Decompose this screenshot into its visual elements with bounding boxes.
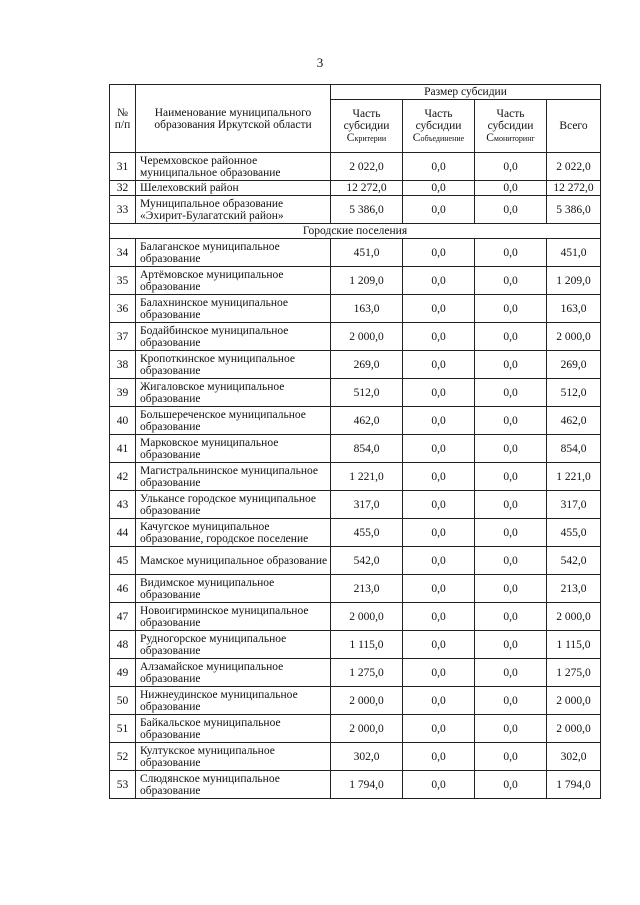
header-col-monitoring: Часть субсидии Смониторинг — [475, 100, 547, 153]
cell-monitoring: 0,0 — [475, 239, 547, 267]
cell-no: 38 — [110, 351, 136, 379]
cell-total: 2 000,0 — [547, 323, 601, 351]
cell-merge: 0,0 — [403, 239, 475, 267]
cell-total: 5 386,0 — [547, 196, 601, 224]
table-row — [110, 519, 601, 547]
cell-criteria: 542,0 — [331, 547, 403, 575]
cell-merge: 0,0 — [403, 351, 475, 379]
cell-name: Артёмовское муниципальное образование — [136, 267, 331, 295]
table-body-urban — [110, 239, 601, 799]
cell-total: 1 794,0 — [547, 771, 601, 799]
cell-monitoring: 0,0 — [475, 379, 547, 407]
cell-criteria: 462,0 — [331, 407, 403, 435]
cell-name: Бодайбинское муниципальное образование — [136, 323, 331, 351]
table-row — [110, 196, 601, 224]
cell-criteria: 1 209,0 — [331, 267, 403, 295]
cell-total: 854,0 — [547, 435, 601, 463]
cell-merge: 0,0 — [403, 435, 475, 463]
cell-merge: 0,0 — [403, 519, 475, 547]
cell-no: 46 — [110, 575, 136, 603]
table-row — [110, 407, 601, 435]
table-body-districts — [110, 153, 601, 224]
cell-no: 53 — [110, 771, 136, 799]
cell-total: 462,0 — [547, 407, 601, 435]
cell-total: 2 000,0 — [547, 687, 601, 715]
cell-monitoring: 0,0 — [475, 491, 547, 519]
cell-monitoring: 0,0 — [475, 659, 547, 687]
cell-monitoring: 0,0 — [475, 435, 547, 463]
table-row — [110, 771, 601, 799]
cell-no: 43 — [110, 491, 136, 519]
cell-monitoring: 0,0 — [475, 771, 547, 799]
cell-monitoring: 0,0 — [475, 631, 547, 659]
cell-monitoring: 0,0 — [475, 463, 547, 491]
cell-total: 2 000,0 — [547, 603, 601, 631]
cell-name: Кропоткинское муниципальное образование — [136, 351, 331, 379]
cell-total: 163,0 — [547, 295, 601, 323]
cell-monitoring: 0,0 — [475, 196, 547, 224]
cell-criteria: 12 272,0 — [331, 181, 403, 196]
cell-merge: 0,0 — [403, 743, 475, 771]
cell-monitoring: 0,0 — [475, 181, 547, 196]
cell-name: Большереченское муниципальное образование — [136, 407, 331, 435]
table-row — [110, 659, 601, 687]
table-row — [110, 547, 601, 575]
cell-criteria: 317,0 — [331, 491, 403, 519]
table-row — [110, 351, 601, 379]
cell-criteria: 854,0 — [331, 435, 403, 463]
cell-total: 1 221,0 — [547, 463, 601, 491]
cell-criteria: 2 000,0 — [331, 323, 403, 351]
cell-merge: 0,0 — [403, 771, 475, 799]
cell-name: Алзамайское муниципальное образование — [136, 659, 331, 687]
cell-criteria: 302,0 — [331, 743, 403, 771]
cell-name: Шелеховский район — [136, 181, 331, 196]
cell-no: 31 — [110, 153, 136, 181]
header-name: Наименование муниципального образования Иркутской области — [136, 85, 331, 153]
cell-name: Балаганское муниципальное образование — [136, 239, 331, 267]
cell-name: Муниципальное образование «Эхирит-Булагатский район» — [136, 196, 331, 224]
cell-total: 213,0 — [547, 575, 601, 603]
cell-monitoring: 0,0 — [475, 351, 547, 379]
cell-no: 50 — [110, 687, 136, 715]
cell-name: Качугское муниципальное образование, городское поселение — [136, 519, 331, 547]
cell-monitoring: 0,0 — [475, 153, 547, 181]
cell-criteria: 1 794,0 — [331, 771, 403, 799]
cell-no: 36 — [110, 295, 136, 323]
cell-criteria: 1 221,0 — [331, 463, 403, 491]
cell-total: 512,0 — [547, 379, 601, 407]
cell-no: 44 — [110, 519, 136, 547]
cell-total: 2 000,0 — [547, 715, 601, 743]
cell-merge: 0,0 — [403, 687, 475, 715]
cell-monitoring: 0,0 — [475, 603, 547, 631]
cell-merge: 0,0 — [403, 715, 475, 743]
cell-no: 49 — [110, 659, 136, 687]
header-no: № п/п — [110, 85, 136, 153]
cell-criteria: 1 275,0 — [331, 659, 403, 687]
subsidy-table — [109, 84, 601, 799]
cell-name: Марковское муниципальное образование — [136, 435, 331, 463]
table-row — [110, 239, 601, 267]
cell-total: 542,0 — [547, 547, 601, 575]
cell-total: 451,0 — [547, 239, 601, 267]
cell-name: Байкальское муниципальное образование — [136, 715, 331, 743]
table-row — [110, 575, 601, 603]
cell-name: Балахнинское муниципальное образование — [136, 295, 331, 323]
cell-criteria: 2 000,0 — [331, 687, 403, 715]
cell-name: Мамское муниципальное образование — [136, 547, 331, 575]
header-col-total: Всего — [547, 100, 601, 153]
cell-merge: 0,0 — [403, 295, 475, 323]
cell-no: 45 — [110, 547, 136, 575]
cell-merge: 0,0 — [403, 267, 475, 295]
cell-total: 455,0 — [547, 519, 601, 547]
table-row — [110, 181, 601, 196]
cell-merge: 0,0 — [403, 575, 475, 603]
cell-no: 34 — [110, 239, 136, 267]
section-row — [110, 224, 601, 239]
cell-name: Жигаловское муниципальное образование — [136, 379, 331, 407]
cell-merge: 0,0 — [403, 547, 475, 575]
cell-monitoring: 0,0 — [475, 687, 547, 715]
header-col-criteria: Часть субсидии Скритерии — [331, 100, 403, 153]
cell-name: Видимское муниципальное образование — [136, 575, 331, 603]
cell-total: 2 022,0 — [547, 153, 601, 181]
cell-merge: 0,0 — [403, 153, 475, 181]
cell-criteria: 451,0 — [331, 239, 403, 267]
cell-merge: 0,0 — [403, 181, 475, 196]
cell-criteria: 2 000,0 — [331, 603, 403, 631]
cell-merge: 0,0 — [403, 659, 475, 687]
table-row — [110, 603, 601, 631]
cell-name: Нижнеудинское муниципальное образование — [136, 687, 331, 715]
cell-criteria: 213,0 — [331, 575, 403, 603]
cell-monitoring: 0,0 — [475, 267, 547, 295]
cell-merge: 0,0 — [403, 407, 475, 435]
cell-name: Слюдянское муниципальное образование — [136, 771, 331, 799]
cell-total: 1 115,0 — [547, 631, 601, 659]
table-row — [110, 715, 601, 743]
cell-criteria: 5 386,0 — [331, 196, 403, 224]
cell-criteria: 269,0 — [331, 351, 403, 379]
header-subsidy-group: Размер субсидии — [331, 85, 601, 100]
cell-criteria: 2 022,0 — [331, 153, 403, 181]
table-row — [110, 153, 601, 181]
cell-no: 32 — [110, 181, 136, 196]
cell-no: 33 — [110, 196, 136, 224]
table-row — [110, 379, 601, 407]
cell-merge: 0,0 — [403, 603, 475, 631]
table-row — [110, 491, 601, 519]
table-row — [110, 323, 601, 351]
cell-name: Улькансе городское муниципальное образование — [136, 491, 331, 519]
cell-merge: 0,0 — [403, 323, 475, 351]
section-title: Городские поселения — [110, 224, 601, 239]
cell-criteria: 1 115,0 — [331, 631, 403, 659]
cell-total: 269,0 — [547, 351, 601, 379]
cell-merge: 0,0 — [403, 379, 475, 407]
cell-total: 1 209,0 — [547, 267, 601, 295]
cell-total: 302,0 — [547, 743, 601, 771]
header-col-merge: Часть субсидии Собъединение — [403, 100, 475, 153]
table-row — [110, 295, 601, 323]
cell-no: 42 — [110, 463, 136, 491]
cell-merge: 0,0 — [403, 196, 475, 224]
cell-criteria: 455,0 — [331, 519, 403, 547]
table-row — [110, 687, 601, 715]
cell-merge: 0,0 — [403, 491, 475, 519]
page-number: 3 — [316, 55, 324, 70]
cell-total: 317,0 — [547, 491, 601, 519]
table-row — [110, 435, 601, 463]
cell-criteria: 512,0 — [331, 379, 403, 407]
cell-criteria: 2 000,0 — [331, 715, 403, 743]
cell-monitoring: 0,0 — [475, 295, 547, 323]
cell-no: 48 — [110, 631, 136, 659]
cell-total: 12 272,0 — [547, 181, 601, 196]
cell-monitoring: 0,0 — [475, 547, 547, 575]
cell-monitoring: 0,0 — [475, 575, 547, 603]
cell-monitoring: 0,0 — [475, 743, 547, 771]
cell-name: Рудногорское муниципальное образование — [136, 631, 331, 659]
table-row — [110, 631, 601, 659]
cell-merge: 0,0 — [403, 631, 475, 659]
cell-name: Черемховское районное муниципальное образование — [136, 153, 331, 181]
cell-no: 39 — [110, 379, 136, 407]
cell-no: 35 — [110, 267, 136, 295]
cell-no: 47 — [110, 603, 136, 631]
cell-monitoring: 0,0 — [475, 715, 547, 743]
cell-no: 52 — [110, 743, 136, 771]
cell-monitoring: 0,0 — [475, 407, 547, 435]
cell-monitoring: 0,0 — [475, 519, 547, 547]
table-row — [110, 267, 601, 295]
table-row — [110, 463, 601, 491]
cell-no: 37 — [110, 323, 136, 351]
cell-no: 51 — [110, 715, 136, 743]
cell-merge: 0,0 — [403, 463, 475, 491]
cell-no: 40 — [110, 407, 136, 435]
cell-criteria: 163,0 — [331, 295, 403, 323]
cell-total: 1 275,0 — [547, 659, 601, 687]
table-row — [110, 743, 601, 771]
cell-no: 41 — [110, 435, 136, 463]
cell-name: Култукское муниципальное образование — [136, 743, 331, 771]
cell-monitoring: 0,0 — [475, 323, 547, 351]
cell-name: Магистральнинское муниципальное образование — [136, 463, 331, 491]
cell-name: Новоигирминское муниципальное образование — [136, 603, 331, 631]
